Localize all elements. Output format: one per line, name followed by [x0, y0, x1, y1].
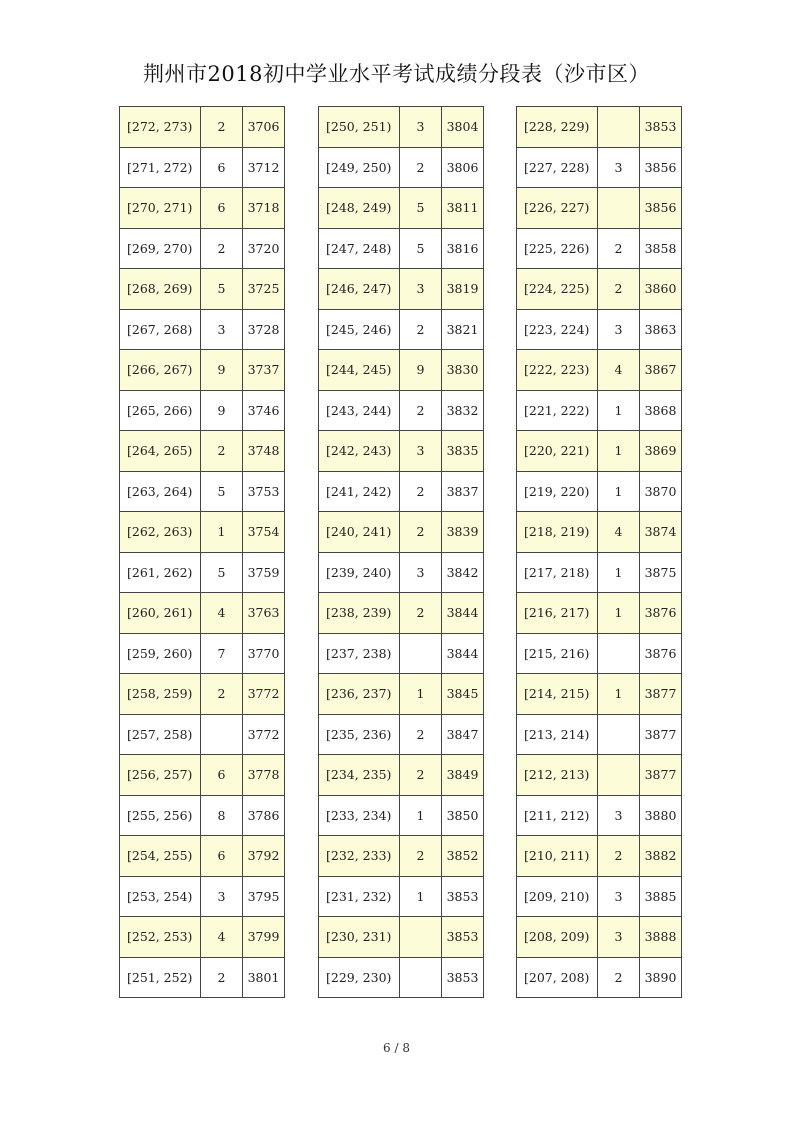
score-range-cell: [214, 215) — [517, 674, 598, 715]
count-cell: 2 — [400, 390, 442, 431]
count-cell — [400, 917, 442, 958]
score-range-cell: [221, 222) — [517, 390, 598, 431]
score-range-cell: [213, 214) — [517, 714, 598, 755]
count-cell: 2 — [201, 674, 243, 715]
cumulative-cell: 3816 — [442, 228, 484, 269]
cumulative-cell: 3837 — [442, 471, 484, 512]
table-row — [319, 431, 484, 472]
count-cell: 3 — [598, 876, 640, 917]
cumulative-cell: 3853 — [442, 876, 484, 917]
score-range-cell: [239, 240) — [319, 552, 400, 593]
score-range-cell: [210, 211) — [517, 836, 598, 877]
score-range-cell: [268, 269) — [120, 269, 201, 310]
cumulative-cell: 3858 — [640, 228, 682, 269]
cumulative-cell: 3746 — [243, 390, 285, 431]
table-row — [120, 309, 285, 350]
cumulative-cell: 3759 — [243, 552, 285, 593]
table-row — [319, 390, 484, 431]
cumulative-cell: 3877 — [640, 714, 682, 755]
table-row — [319, 876, 484, 917]
cumulative-cell: 3806 — [442, 147, 484, 188]
score-range-cell: [244, 245) — [319, 350, 400, 391]
count-cell: 8 — [201, 795, 243, 836]
score-range-cell: [247, 248) — [319, 228, 400, 269]
count-cell — [598, 633, 640, 674]
count-cell: 1 — [201, 512, 243, 553]
table-row — [517, 228, 682, 269]
count-cell: 1 — [598, 674, 640, 715]
page-title: 荆州市2018初中学业水平考试成绩分段表（沙市区） — [143, 62, 650, 86]
cumulative-cell: 3850 — [442, 795, 484, 836]
table-row — [319, 188, 484, 229]
table-row — [319, 269, 484, 310]
count-cell: 2 — [400, 147, 442, 188]
table-row — [319, 309, 484, 350]
count-cell: 4 — [201, 593, 243, 634]
count-cell: 3 — [598, 917, 640, 958]
table-row — [319, 552, 484, 593]
table-row — [517, 552, 682, 593]
cumulative-cell: 3819 — [442, 269, 484, 310]
table-row — [120, 714, 285, 755]
table-row — [120, 471, 285, 512]
table-row — [120, 147, 285, 188]
score-range-cell: [249, 250) — [319, 147, 400, 188]
score-range-cell: [211, 212) — [517, 795, 598, 836]
score-range-cell: [266, 267) — [120, 350, 201, 391]
score-range-cell: [246, 247) — [319, 269, 400, 310]
cumulative-cell: 3712 — [243, 147, 285, 188]
count-cell: 3 — [598, 795, 640, 836]
count-cell — [201, 714, 243, 755]
table-row — [120, 755, 285, 796]
cumulative-cell: 3706 — [243, 107, 285, 148]
table-row — [120, 876, 285, 917]
table-row — [319, 755, 484, 796]
table-row — [319, 471, 484, 512]
cumulative-cell: 3875 — [640, 552, 682, 593]
table-row — [517, 350, 682, 391]
cumulative-cell: 3849 — [442, 755, 484, 796]
score-range-cell: [218, 219) — [517, 512, 598, 553]
score-range-cell: [223, 224) — [517, 309, 598, 350]
count-cell: 2 — [400, 593, 442, 634]
count-cell: 6 — [201, 836, 243, 877]
score-range-cell: [270, 271) — [120, 188, 201, 229]
count-cell: 3 — [598, 309, 640, 350]
count-cell: 2 — [201, 957, 243, 998]
cumulative-cell: 3868 — [640, 390, 682, 431]
table-row — [517, 876, 682, 917]
cumulative-cell: 3856 — [640, 188, 682, 229]
score-range-cell: [225, 226) — [517, 228, 598, 269]
cumulative-cell: 3876 — [640, 593, 682, 634]
score-range-cell: [226, 227) — [517, 188, 598, 229]
table-row — [517, 512, 682, 553]
score-range-cell: [238, 239) — [319, 593, 400, 634]
cumulative-cell: 3772 — [243, 674, 285, 715]
score-range-cell: [217, 218) — [517, 552, 598, 593]
cumulative-cell: 3876 — [640, 633, 682, 674]
table-row — [120, 107, 285, 148]
count-cell: 9 — [400, 350, 442, 391]
score-range-cell: [220, 221) — [517, 431, 598, 472]
count-cell: 4 — [598, 350, 640, 391]
count-cell: 2 — [201, 431, 243, 472]
table-row — [517, 471, 682, 512]
score-range-cell: [216, 217) — [517, 593, 598, 634]
score-range-cell: [215, 216) — [517, 633, 598, 674]
score-range-cell: [209, 210) — [517, 876, 598, 917]
cumulative-cell: 3748 — [243, 431, 285, 472]
count-cell: 1 — [598, 593, 640, 634]
score-range-cell: [233, 234) — [319, 795, 400, 836]
score-range-cell: [245, 246) — [319, 309, 400, 350]
count-cell: 1 — [400, 674, 442, 715]
cumulative-cell: 3720 — [243, 228, 285, 269]
table-row — [517, 836, 682, 877]
cumulative-cell: 3799 — [243, 917, 285, 958]
score-range-cell: [207, 208) — [517, 957, 598, 998]
cumulative-cell: 3863 — [640, 309, 682, 350]
score-table-2 — [318, 106, 484, 998]
cumulative-cell: 3832 — [442, 390, 484, 431]
cumulative-cell: 3845 — [442, 674, 484, 715]
table-row — [517, 269, 682, 310]
count-cell: 3 — [201, 309, 243, 350]
score-range-cell: [241, 242) — [319, 471, 400, 512]
score-range-cell: [208, 209) — [517, 917, 598, 958]
count-cell: 1 — [598, 552, 640, 593]
table-row — [319, 795, 484, 836]
table-row — [517, 714, 682, 755]
count-cell: 2 — [598, 228, 640, 269]
cumulative-cell: 3728 — [243, 309, 285, 350]
cumulative-cell: 3885 — [640, 876, 682, 917]
cumulative-cell: 3763 — [243, 593, 285, 634]
count-cell: 6 — [201, 147, 243, 188]
cumulative-cell: 3844 — [442, 633, 484, 674]
score-range-cell: [252, 253) — [120, 917, 201, 958]
table-row — [120, 593, 285, 634]
score-range-cell: [236, 237) — [319, 674, 400, 715]
cumulative-cell: 3870 — [640, 471, 682, 512]
score-range-cell: [243, 244) — [319, 390, 400, 431]
cumulative-cell: 3830 — [442, 350, 484, 391]
table-row — [120, 957, 285, 998]
count-cell: 2 — [400, 755, 442, 796]
cumulative-cell: 3839 — [442, 512, 484, 553]
count-cell: 2 — [598, 269, 640, 310]
score-range-cell: [230, 231) — [319, 917, 400, 958]
table-row — [120, 633, 285, 674]
table-row — [319, 593, 484, 634]
cumulative-cell: 3801 — [243, 957, 285, 998]
table-row — [517, 107, 682, 148]
table-row — [319, 714, 484, 755]
table-row — [120, 674, 285, 715]
score-range-cell: [261, 262) — [120, 552, 201, 593]
score-range-cell: [260, 261) — [120, 593, 201, 634]
count-cell: 2 — [598, 836, 640, 877]
count-cell: 3 — [400, 431, 442, 472]
table-row — [517, 755, 682, 796]
table-row — [319, 836, 484, 877]
score-range-cell: [254, 255) — [120, 836, 201, 877]
cumulative-cell: 3867 — [640, 350, 682, 391]
cumulative-cell: 3853 — [442, 957, 484, 998]
score-range-cell: [222, 223) — [517, 350, 598, 391]
cumulative-cell: 3842 — [442, 552, 484, 593]
cumulative-cell: 3835 — [442, 431, 484, 472]
count-cell: 5 — [201, 471, 243, 512]
cumulative-cell: 3718 — [243, 188, 285, 229]
count-cell: 2 — [400, 714, 442, 755]
table-row — [319, 107, 484, 148]
cumulative-cell: 3890 — [640, 957, 682, 998]
score-range-cell: [256, 257) — [120, 755, 201, 796]
score-range-cell: [228, 229) — [517, 107, 598, 148]
count-cell — [400, 633, 442, 674]
table-row — [319, 228, 484, 269]
count-cell: 3 — [400, 269, 442, 310]
table-row — [517, 674, 682, 715]
score-range-cell: [264, 265) — [120, 431, 201, 472]
table-row — [120, 552, 285, 593]
cumulative-cell: 3877 — [640, 674, 682, 715]
table-row — [120, 350, 285, 391]
score-range-cell: [231, 232) — [319, 876, 400, 917]
cumulative-cell: 3869 — [640, 431, 682, 472]
table-row — [120, 512, 285, 553]
table-row — [517, 593, 682, 634]
score-range-cell: [235, 236) — [319, 714, 400, 755]
score-range-cell: [242, 243) — [319, 431, 400, 472]
cumulative-cell: 3852 — [442, 836, 484, 877]
cumulative-cell: 3856 — [640, 147, 682, 188]
table-row — [517, 917, 682, 958]
score-range-cell: [248, 249) — [319, 188, 400, 229]
table-row — [517, 957, 682, 998]
score-range-cell: [219, 220) — [517, 471, 598, 512]
cumulative-cell: 3778 — [243, 755, 285, 796]
table-row — [120, 836, 285, 877]
cumulative-cell: 3770 — [243, 633, 285, 674]
score-range-cell: [255, 256) — [120, 795, 201, 836]
table-row — [120, 431, 285, 472]
count-cell: 9 — [201, 350, 243, 391]
table-row — [120, 795, 285, 836]
table-row — [319, 633, 484, 674]
score-range-cell: [253, 254) — [120, 876, 201, 917]
table-row — [517, 431, 682, 472]
score-range-cell: [269, 270) — [120, 228, 201, 269]
cumulative-cell: 3888 — [640, 917, 682, 958]
count-cell: 2 — [400, 836, 442, 877]
table-row — [319, 512, 484, 553]
count-cell: 9 — [201, 390, 243, 431]
cumulative-cell: 3811 — [442, 188, 484, 229]
count-cell: 1 — [598, 471, 640, 512]
table-row — [517, 795, 682, 836]
count-cell: 5 — [201, 552, 243, 593]
table-row — [319, 917, 484, 958]
count-cell: 3 — [400, 107, 442, 148]
score-range-cell: [229, 230) — [319, 957, 400, 998]
count-cell: 1 — [400, 795, 442, 836]
table-row — [120, 228, 285, 269]
count-cell: 7 — [201, 633, 243, 674]
table-row — [319, 957, 484, 998]
score-range-cell: [257, 258) — [120, 714, 201, 755]
cumulative-cell: 3821 — [442, 309, 484, 350]
count-cell: 4 — [598, 512, 640, 553]
score-range-cell: [224, 225) — [517, 269, 598, 310]
score-range-cell: [237, 238) — [319, 633, 400, 674]
count-cell: 1 — [400, 876, 442, 917]
score-range-cell: [234, 235) — [319, 755, 400, 796]
table-row — [319, 147, 484, 188]
score-range-cell: [271, 272) — [120, 147, 201, 188]
table-row — [517, 147, 682, 188]
count-cell — [400, 957, 442, 998]
count-cell: 6 — [201, 755, 243, 796]
count-cell: 4 — [201, 917, 243, 958]
score-range-cell: [240, 241) — [319, 512, 400, 553]
count-cell: 3 — [598, 147, 640, 188]
cumulative-cell: 3725 — [243, 269, 285, 310]
score-range-cell: [258, 259) — [120, 674, 201, 715]
table-row — [517, 633, 682, 674]
cumulative-cell: 3844 — [442, 593, 484, 634]
table-row — [120, 269, 285, 310]
count-cell: 2 — [400, 471, 442, 512]
cumulative-cell: 3882 — [640, 836, 682, 877]
score-range-cell: [250, 251) — [319, 107, 400, 148]
table-row — [120, 188, 285, 229]
count-cell: 2 — [201, 107, 243, 148]
score-range-cell: [212, 213) — [517, 755, 598, 796]
count-cell: 1 — [598, 390, 640, 431]
cumulative-cell: 3804 — [442, 107, 484, 148]
cumulative-cell: 3874 — [640, 512, 682, 553]
count-cell: 1 — [598, 431, 640, 472]
count-cell — [598, 755, 640, 796]
count-cell — [598, 188, 640, 229]
score-range-cell: [227, 228) — [517, 147, 598, 188]
cumulative-cell: 3860 — [640, 269, 682, 310]
count-cell: 3 — [400, 552, 442, 593]
table-row — [120, 917, 285, 958]
count-cell: 3 — [201, 876, 243, 917]
cumulative-cell: 3753 — [243, 471, 285, 512]
score-range-cell: [265, 266) — [120, 390, 201, 431]
cumulative-cell: 3792 — [243, 836, 285, 877]
score-range-cell: [251, 252) — [120, 957, 201, 998]
cumulative-cell: 3877 — [640, 755, 682, 796]
table-row — [517, 309, 682, 350]
score-range-cell: [232, 233) — [319, 836, 400, 877]
score-range-cell: [259, 260) — [120, 633, 201, 674]
count-cell: 2 — [598, 957, 640, 998]
score-range-cell: [263, 264) — [120, 471, 201, 512]
score-range-cell: [262, 263) — [120, 512, 201, 553]
count-cell: 2 — [400, 309, 442, 350]
cumulative-cell: 3847 — [442, 714, 484, 755]
score-table-1 — [119, 106, 285, 998]
count-cell: 5 — [400, 228, 442, 269]
score-range-cell: [272, 273) — [120, 107, 201, 148]
page-number: 6 / 8 — [383, 1041, 410, 1055]
count-cell: 2 — [201, 228, 243, 269]
count-cell — [598, 714, 640, 755]
count-cell — [598, 107, 640, 148]
cumulative-cell: 3754 — [243, 512, 285, 553]
cumulative-cell: 3880 — [640, 795, 682, 836]
table-row — [319, 350, 484, 391]
cumulative-cell: 3853 — [442, 917, 484, 958]
table-row — [120, 390, 285, 431]
cumulative-cell: 3853 — [640, 107, 682, 148]
count-cell: 5 — [201, 269, 243, 310]
count-cell: 6 — [201, 188, 243, 229]
table-row — [319, 674, 484, 715]
score-table-3 — [516, 106, 682, 998]
cumulative-cell: 3737 — [243, 350, 285, 391]
table-row — [517, 188, 682, 229]
cumulative-cell: 3795 — [243, 876, 285, 917]
count-cell: 2 — [400, 512, 442, 553]
score-range-cell: [267, 268) — [120, 309, 201, 350]
cumulative-cell: 3786 — [243, 795, 285, 836]
count-cell: 5 — [400, 188, 442, 229]
table-row — [517, 390, 682, 431]
cumulative-cell: 3772 — [243, 714, 285, 755]
